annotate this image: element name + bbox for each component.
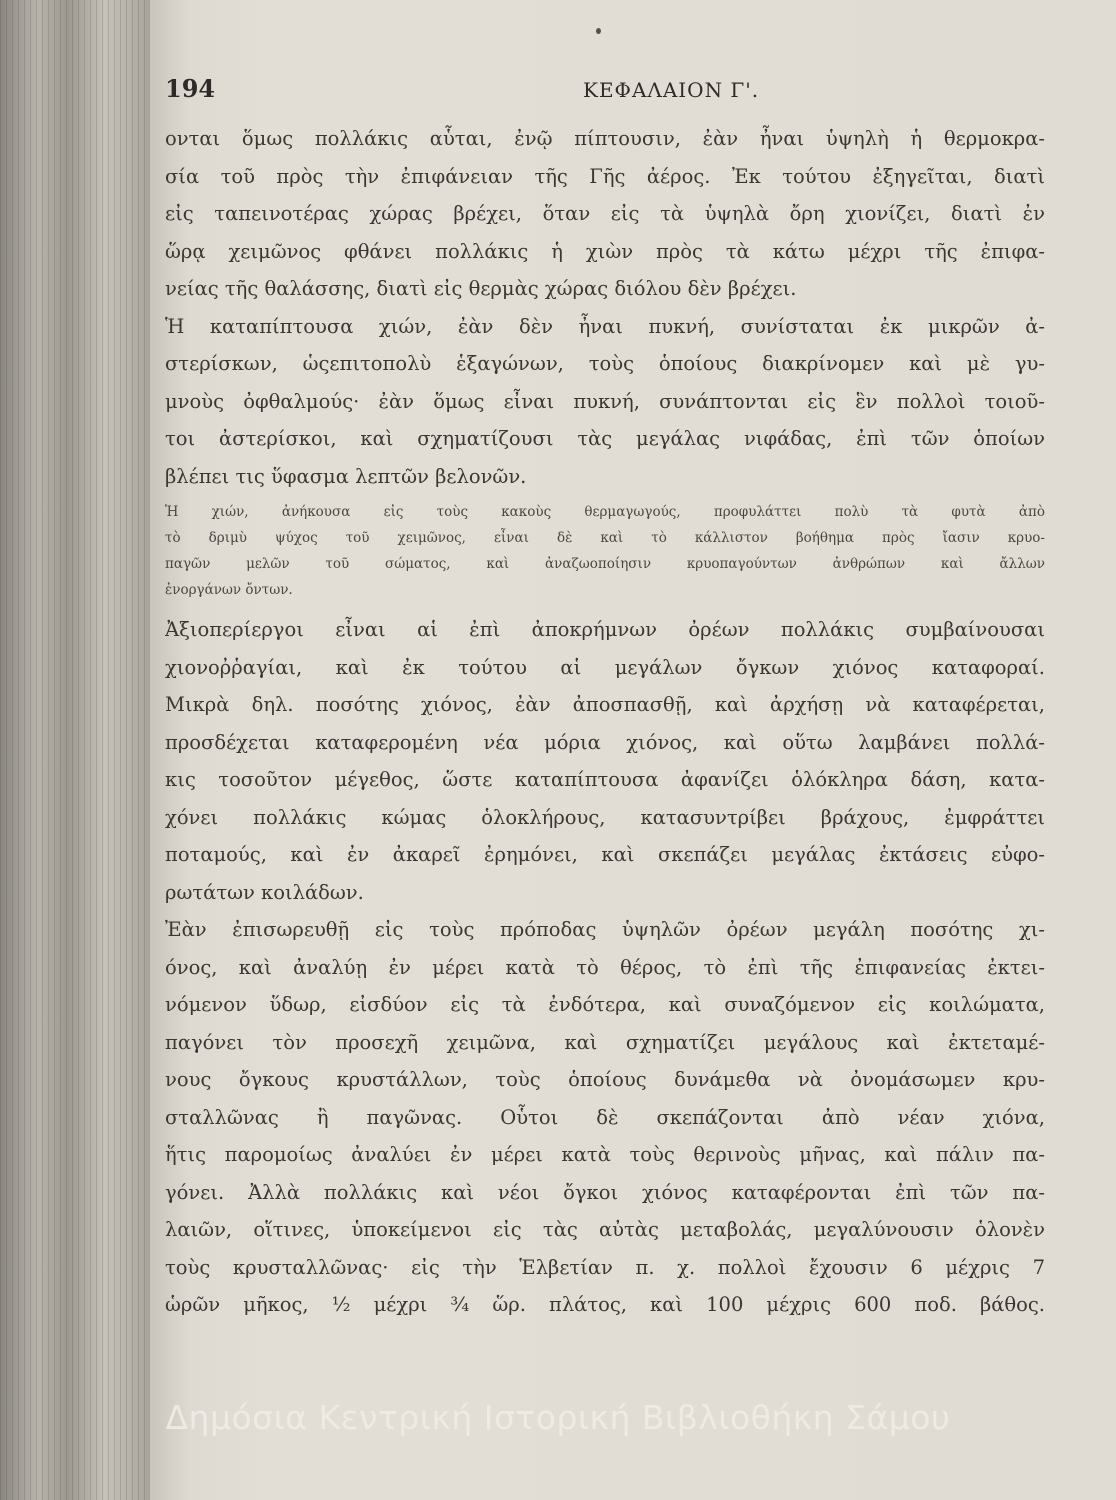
text-line: βλέπει τις ὕφασμα λεπτῶν βελονῶν. bbox=[165, 464, 527, 488]
text-line: στερίσκων, ὡςεπιτοπολὺ ἑξαγώνων, τοὺς ὁποίους διακρίνομεν καὶ μὲ γυ- bbox=[165, 352, 1045, 375]
text-line: νους ὄγκους κρυστάλλων, τοὺς ὁποίους δυνάμεθα νὰ ὀνομάσωμεν κρυ- bbox=[165, 1068, 1045, 1091]
footnote-line: ἐνοργάνων ὄντων. bbox=[165, 582, 293, 598]
text-line: νείας τῆς θαλάσσης, διατὶ εἰς θερμὰς χώρας διόλου δὲν βρέχει. bbox=[165, 277, 797, 300]
book-page-edges bbox=[0, 0, 150, 1500]
text-line: μνοὺς ὀφθαλμούς· ἐὰν ὅμως εἶναι πυκνή, συνάπτονται εἰς ἓν πολλοὶ τοιοῦ- bbox=[165, 389, 1045, 413]
text-line: χιονοῤῥαγίαι, καὶ ἐκ τούτου αἱ μεγάλων ὄγκων χιόνος καταφοραί. bbox=[165, 655, 1045, 679]
paragraphs-top bbox=[165, 120, 1045, 495]
library-watermark: Δημόσια Κεντρική Ιστορική Βιβλιοθήκη Σάμου bbox=[165, 1398, 951, 1437]
text-line: Ἡ καταπίπτουσα χιών, ἐὰν δὲν ἦναι πυκνή, συνίσταται ἐκ μικρῶν ἀ- bbox=[165, 314, 1045, 338]
text-line: ἥτις παρομοίως ἀναλύει ἐν μέρει κατὰ τοὺς θερινοὺς μῆνας, καὶ πάλιν πα- bbox=[165, 1143, 1045, 1166]
text-line: ποταμούς, καὶ ἐν ἀκαρεῖ ἐρημόνει, καὶ σκεπάζει μεγάλας ἐκτάσεις εὐφο- bbox=[165, 843, 1045, 866]
text-line: ρωτάτων κοιλάδων. bbox=[165, 880, 364, 904]
text-line: τοι ἀστερίσκοι, καὶ σχηματίζουσι τὰς μεγάλας νιφάδας, ἐπὶ τῶν ὁποίων bbox=[165, 427, 1045, 450]
text-line: ὥρᾳ χειμῶνος φθάνει πολλάκις ἡ χιὼν πρὸς τὰ κάτω μέχρι τῆς ἐπιφα- bbox=[165, 239, 1045, 263]
text-line: παγόνει τὸν προσεχῆ χειμῶνα, καὶ σχηματίζει μεγάλους καὶ ἐκτεταμέ- bbox=[165, 1030, 1045, 1054]
text-line: τοὺς κρυσταλλῶνας· εἰς τὴν Ἑλβετίαν π. χ. πολλοὶ ἔχουσιν 6 μέχρις 7 bbox=[165, 1255, 1045, 1279]
footnote-line: τὸ δριμὺ ψύχος τοῦ χειμῶνος, εἶναι δὲ καὶ τὸ κάλλιστον βοήθημα πρὸς ἴασιν κρυο- bbox=[165, 530, 1045, 546]
text-line: ὡρῶν μῆκος, ½ μέχρι ¾ ὥρ. πλάτος, καὶ 100 μέχρις 600 ποδ. βάθος. bbox=[165, 1293, 1045, 1316]
page-header bbox=[165, 72, 1045, 112]
text-line: νόμενον ὕδωρ, εἰσδύον εἰς τὰ ἐνδότερα, καὶ συναζόμενον εἰς κοιλώματα, bbox=[165, 993, 1045, 1016]
page-number: 194 bbox=[165, 74, 216, 103]
text-line: λαιῶν, οἵτινες, ὑποκείμενοι εἰς τὰς αὐτὰς μεταβολάς, μεγαλύνουσιν ὁλονὲν bbox=[165, 1218, 1045, 1241]
text-line: χόνει πολλάκις κώμας ὁλοκλήρους, κατασυντρίβει βράχους, ἐμφράττει bbox=[165, 805, 1045, 829]
text-line: Ἀξιοπερίεργοι εἶναι αἱ ἐπὶ ἀποκρήμνων ὀρέων πολλάκις συμβαίνουσαι bbox=[165, 618, 1045, 641]
running-head: ΚΕΦΑΛΑΙΟΝ Γ'. bbox=[583, 78, 760, 102]
ink-spot bbox=[596, 28, 601, 34]
text-line: γόνει. Ἀλλὰ πολλάκις καὶ νέοι ὄγκοι χιόνος καταφέρονται ἐπὶ τῶν πα- bbox=[165, 1180, 1045, 1204]
text-line: Μικρὰ δηλ. ποσότης χιόνος, ἐὰν ἀποσπασθῇ, καὶ ἀρχήσῃ νὰ καταφέρεται, bbox=[165, 693, 1045, 716]
footnote-line: Ἡ χιών, ἀνήκουσα εἰς τοὺς κακοὺς θερμαγωγούς, προφυλάττει πολὺ τὰ φυτὰ ἀπὸ bbox=[165, 504, 1045, 520]
text-line: σταλλῶνας ἢ παγῶνας. Οὗτοι δὲ σκεπάζονται ἀπὸ νέαν χιόνα, bbox=[165, 1105, 1045, 1129]
text-line: προσδέχεται καταφερομένη νέα μόρια χιόνος, καὶ οὕτω λαμβάνει πολλά- bbox=[165, 730, 1045, 754]
paragraphs-bottom bbox=[165, 611, 1045, 1324]
text-line: σία τοῦ πρὸς τὴν ἐπιφάνειαν τῆς Γῆς ἀέρος. Ἐκ τούτου ἐξηγεῖται, διατὶ bbox=[165, 164, 1045, 188]
page-text bbox=[165, 120, 1045, 1324]
text-line: κις τοσοῦτον μέγεθος, ὥστε καταπίπτουσα ἀφανίζει ὁλόκληρα δάση, κατα- bbox=[165, 768, 1045, 791]
text-line: Ἐὰν ἐπισωρευθῇ εἰς τοὺς πρόποδας ὑψηλῶν ὀρέων μεγάλη ποσότης χι- bbox=[165, 918, 1045, 941]
text-line: ονται ὅμως πολλάκις αὗται, ἐνῷ πίπτουσιν, ἐὰν ἦναι ὑψηλὴ ἡ θερμοκρα- bbox=[165, 127, 1045, 150]
text-line: όνος, καὶ ἀναλύῃ ἐν μέρει κατὰ τὸ θέρος, τὸ ἐπὶ τῆς ἐπιφανείας ἐκτει- bbox=[165, 955, 1045, 979]
footnote-line: παγῶν μελῶν τοῦ σώματος, καὶ ἀναζωοποίησιν κρυοπαγούντων ἀνθρώπων καὶ ἄλλων bbox=[165, 556, 1045, 572]
footnote bbox=[165, 499, 1045, 603]
text-line: εἰς ταπεινοτέρας χώρας βρέχει, ὅταν εἰς τὰ ὑψηλὰ ὄρη χιονίζει, διατὶ ἐν bbox=[165, 202, 1045, 225]
